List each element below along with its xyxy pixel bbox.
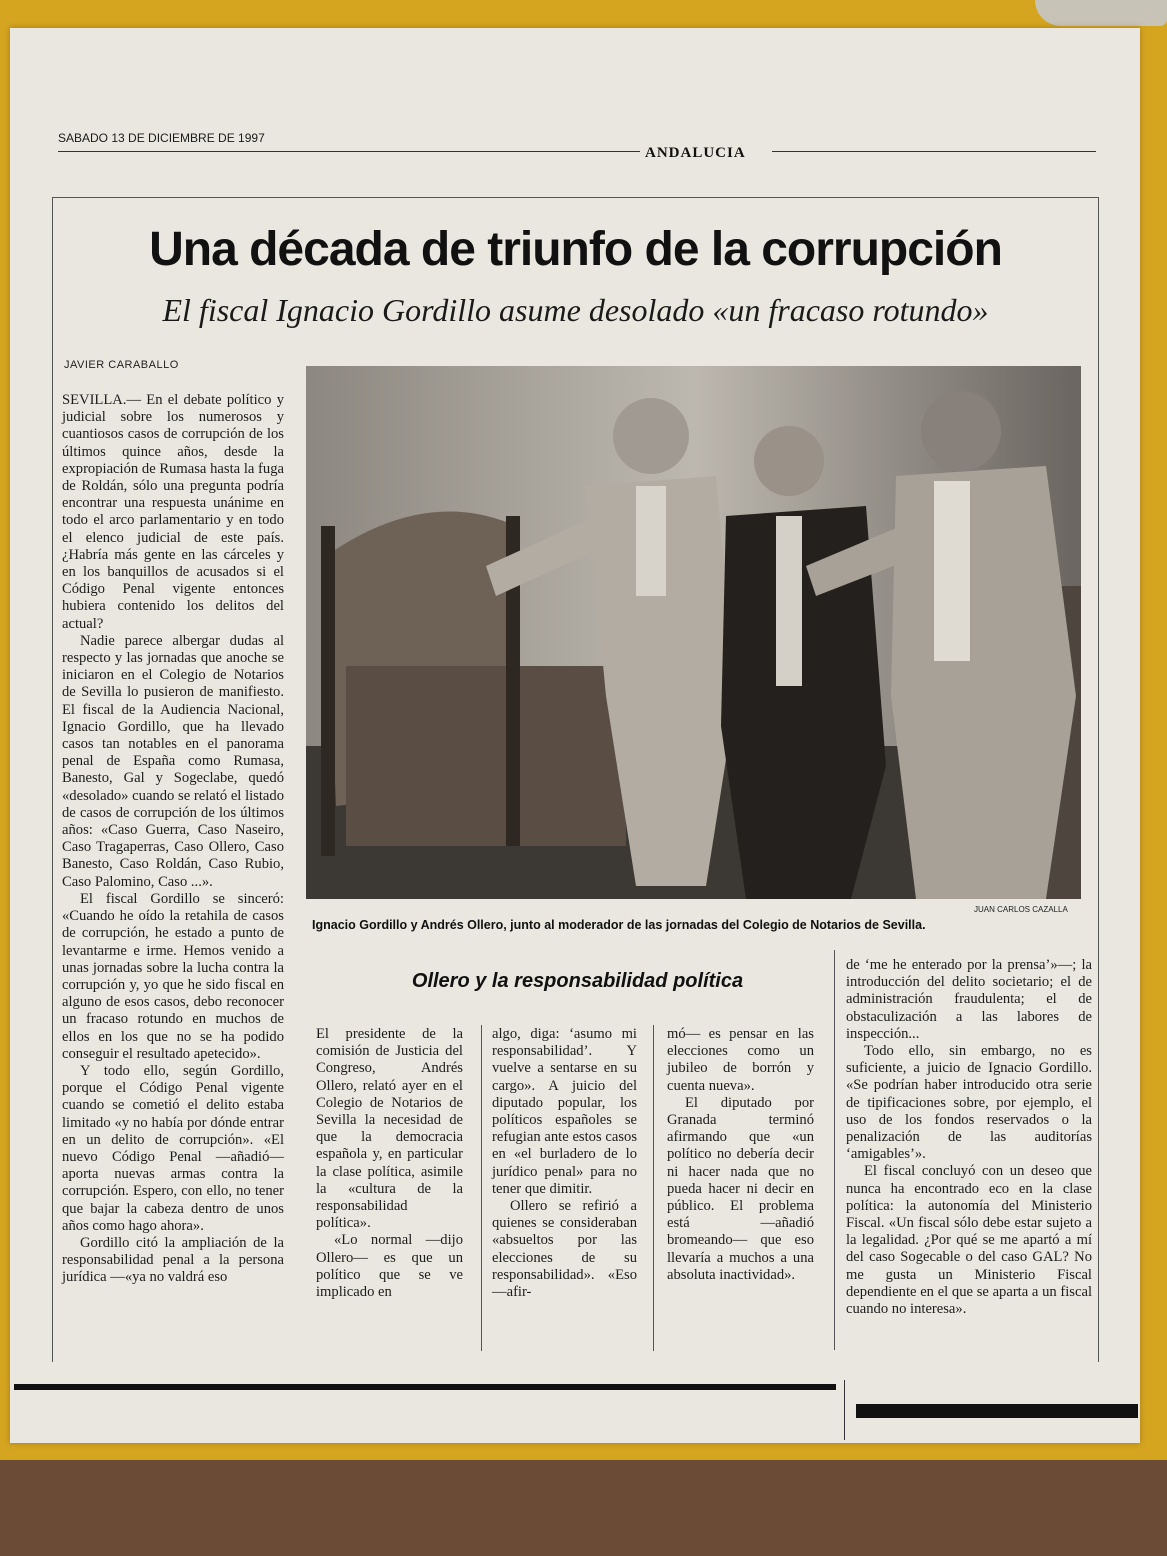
photo-caption: Ignacio Gordillo y Andrés Ollero, junto al moderador de las jornadas del Colegio de Notarios de Sevilla. — [312, 918, 926, 932]
article-headline: Una década de triunfo de la corrupción — [149, 223, 1002, 276]
desk-background — [0, 1460, 1167, 1556]
paragraph: El diputado por Granada terminó afirmando que «un político no debería decir ni hacer nada que no pueda hacer ni decir en público. El problema está —añadió bromeando— que eso llevaría a muchos a una absoluta inactividad». — [667, 1094, 814, 1283]
article-photo — [306, 366, 1081, 899]
column-divider — [653, 1025, 654, 1351]
footer-rule — [14, 1384, 836, 1390]
footer-rule-right — [856, 1404, 1138, 1418]
paragraph: Todo ello, sin embargo, no es suficiente, a juicio de Ignacio Gordillo. «Se podrían haber introducido otra serie de tipificaciones sobre, por ejemplo, el uso de los fondos reservados o la penalización de las auditorías ‘amigables’». — [846, 1043, 1092, 1163]
section-label: ANDALUCIA — [645, 145, 746, 161]
paragraph: algo, diga: ‘asumo mi responsabilidad’. Y vuelve a sentarse en su cargo». A juicio del diputado popular, los políticos españoles se refugian ante estos casos en «el burladero de lo jurídico penal» para no tener que dimitir. — [492, 1026, 637, 1197]
paragraph: de ‘me he enterado por la prensa’»—; la introducción del delito societario; el de administración fraudulenta; el de obstaculización a las labores de inspección... — [846, 957, 1092, 1042]
footer-divider — [844, 1380, 845, 1440]
header-rule-right — [772, 151, 1096, 152]
column-divider — [481, 1025, 482, 1351]
paragraph: Nadie parece albergar dudas al respecto y las jornadas que anoche se iniciaron en el Colegio de Notarios de Sevilla lo pusieron de manifiesto. El fiscal de la Audiencia Nacional, Ignacio Gordillo, que ha llevado casos tan notables en el panorama penal de España como Rumasa, Banesto, Gal y Sogeclabe, quedó «desolado» cuando se relató el listado de casos de corrupción de los últimos años: «Caso Guerra, Caso Naseiro, Caso Tragaperras, Caso Ollero, Caso Banesto, Caso Roldán, Caso Rubio, Caso Palomino, Caso ...». — [62, 632, 284, 890]
issue-date: SABADO 13 DE DICIEMBRE DE 1997 — [58, 131, 265, 145]
paragraph: Gordillo citó la ampliación de la responsabilidad penal a la persona jurídica —«ya no valdrá eso — [62, 1234, 284, 1286]
byline: JAVIER CARABALLO — [64, 359, 179, 371]
paragraph: «Lo normal —dijo Ollero— es que un político que se ve implicado en — [316, 1232, 463, 1301]
inner-section-title: Ollero y la responsabilidad política — [411, 970, 744, 992]
paragraph: Ollero se refirió a quienes se consideraban «absueltos por las elecciones de su responsabilidad». «Eso —afir- — [492, 1198, 637, 1301]
article-column-2 — [316, 1026, 463, 1301]
paragraph: mó— es pensar en las elecciones como un jubileo de borrón y cuenta nueva». — [667, 1026, 814, 1094]
tape-piece — [1035, 0, 1167, 26]
photo-credit: JUAN CARLOS CAZALLA — [974, 905, 1068, 914]
article-subheadline: El fiscal Ignacio Gordillo asume desolado «un fracaso rotundo» — [162, 292, 989, 328]
article-column-3 — [492, 1026, 637, 1301]
paragraph: SEVILLA.— En el debate político y judicial sobre los numerosos y cuantiosos casos de corrupción de los últimos quince años, desde la expropiación de Rumasa hasta la fuga de Roldán, sólo una pregunta podría encontrar una respuesta unánime en todo el arco parlamentario y en todo el elenco judicial de este país. ¿Habría más gente en las cárceles y en los banquillos de acusados si el Código Penal vigente entonces hubiera contenido los delitos del actual? — [62, 392, 284, 632]
article-column-4 — [667, 1026, 814, 1284]
paragraph: El fiscal Gordillo se sinceró: «Cuando he oído la retahila de casos de corrupción, he estado a punto de levantarme e irme. Hemos venido a unas jornadas sobre la lucha contra la corrupción y, yo que he sido fiscal en alguno de esos casos, debo reconocer un fracaso rotundo en muchos de ellos en los que no se ha podido conseguir el resultado apetecido». — [62, 890, 284, 1062]
paragraph: El fiscal concluyó con un deseo que nunca ha encontrado eco en la clase política: la autonomía del Ministerio Fiscal. «Un fiscal sólo debe estar sujeto a la legalidad. ¿Por qué se me apartó a mí del caso Sogecable o del caso GAL? No me gusta un Ministerio Fiscal dependiente en el que se aparta a un fiscal cuando no interesa». — [846, 1163, 1092, 1318]
column-divider — [834, 950, 835, 1350]
paragraph: El presidente de la comisión de Justicia del Congreso, Andrés Ollero, relató ayer en el Colegio de Notarios de Sevilla la necesidad de que la democracia española y, en particular la clase política, asimile la «cultura de la responsabilidad política». — [316, 1026, 463, 1232]
paragraph: Y todo ello, según Gordillo, porque el Código Penal vigente cuando se cometió el delito estaba limitado «y no había por dónde entrar en un delito de corrupción». «El nuevo Código Penal —añadió— aporta nuevas armas contra la corrupción. Espero, con ello, no tener que bajar la cabeza dentro de unos años como hago ahora». — [62, 1062, 284, 1234]
photo-illustration — [306, 366, 1081, 899]
article-column-5 — [846, 957, 1092, 1318]
header-rule-left — [58, 151, 640, 152]
article-column-1 — [62, 392, 284, 1287]
